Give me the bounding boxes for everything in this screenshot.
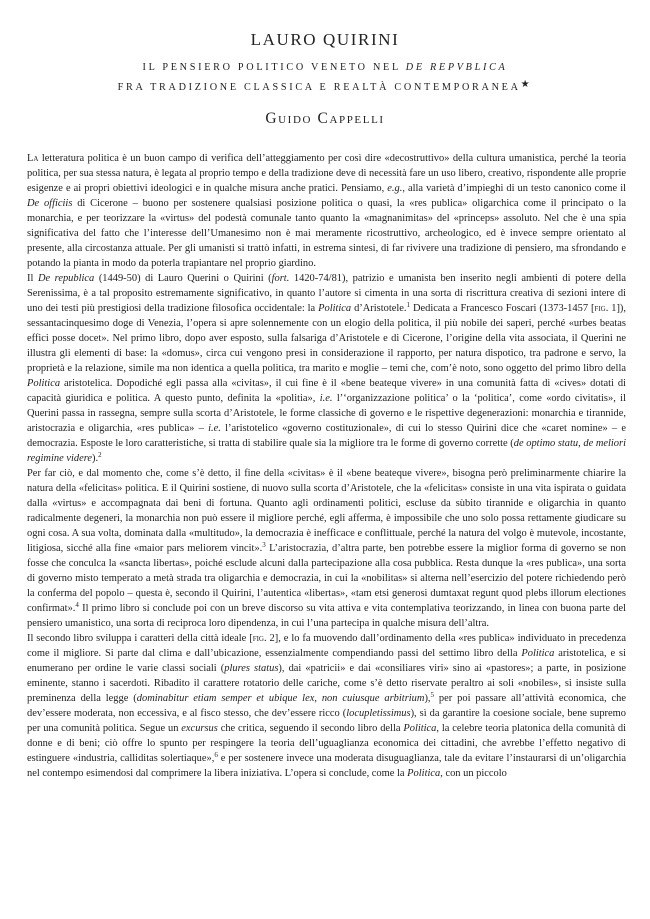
italic-text: locupletissimus [346,708,411,719]
article-author: Guido Cappelli [265,110,385,127]
italic-text: i.e. [319,393,333,404]
small-caps-text: fig. 2 [252,633,275,644]
text-run: aristotelica, e si enumerano per ordine le varie classi sociali ( [27,648,626,674]
text-run: ), sì da garantire la coesione sociale, bene supremo per una comunità politica. Segue un [27,708,626,734]
article-body [27,151,626,781]
italic-text: Politica [403,723,437,734]
text-run: ]), sessantacinquesimo doge di Venezia, l’opera si apre solennemente con un elogio della politica, il più nobile dei saperi, perché «urbes beatas effici posse docet». Nel primo libro, dopo aver esposto, sulla falsariga d’Aristotele e di Cicerone, l’origine della vita associata, il Querini ne illustra gli elementi di base: la «domus», circa cui vengono presi in considerazione il rapporto, per natura dispotico, tra padrone e servo, la proprietà e la relazione, simile ma non identica a quella politica, tra marito e moglie – temi che, com’è noto, sono oggetto del primo libro della [27,303,627,374]
text-run: L’aristocrazia, d’altra parte, ben potrebbe essere la miglior forma di governo se non fosse che conculca la «sancta libertas», poiché esclude alcuni dalla partecipazione alla cosa pubblica. Resta dunque la «res publica», una sorta di governo misto temperato a metà strada tra oligarchia e democrazia, in cui la «nobilitas» si alterna nell’esercizio del potere richiedendo però la conferma del popolo – questa è, secondo il Quirini, l’autentica «libertas», «tam etsi generosi dumtaxat regunt quod plebs illorum electiones confirmat». [27,543,626,614]
italic-text: De republica [37,273,95,284]
text-run: Dedicata a Francesco Foscari (1373-1457 [ [410,303,595,314]
title-line-2 [0,79,650,93]
paragraph [27,631,626,781]
text-run: Il primo libro si conclude poi con un breve discorso su vita attiva e vita contemplativa teorizzando, in linea con buona parte del pensiero umanistico, una sorta di reciproca loro dipendenza, in cui l’una partecipa in qualche misura dell’altra. [27,603,626,629]
italic-text: i.e. [208,423,221,434]
text-run: , la celebre teoria platonica della comunità di donne e di beni; ciò offre lo spunto per respingere la teoria dell’uguaglianza economica dei cittadini, che avrebbe l’effetto negativo di estinguere «industria, calliditas solertiaque», [27,723,626,764]
italic-text: excursus [181,723,218,734]
text-run: ), [424,693,431,704]
text-run: , alla varietà d’impieghi di un testo canonico come il [402,183,626,194]
footnote-ref: 2 [98,451,102,459]
text-run: che critica, seguendo il secondo libro della [217,723,404,734]
footnote-ref: 3 [262,541,266,549]
italic-text: dominabitur etiam semper et ubique lex, non cuiusque arbitrium [136,693,425,704]
text-run: e per sostenere invece una moderata disuguaglianza, tale da evitare l’instaurarsi di un’oligarchia nel contempo esimendosi dal comprimere la libera iniziativa. L’opera si conclude, come la [27,753,626,779]
italic-text: Politica [407,768,441,779]
paragraph [27,466,626,631]
title-line-2-text: FRA TRADIZIONE CLASSICA E REALTÀ CONTEMPORANEA [117,82,521,93]
italic-text: De officiis [27,198,73,209]
text-run: ), dai «patricii» e dai «consiliares viri» sino ai «pastores»; a parte, in posizione eminente, stanno i sacerdoti. Ribadito il carattere rotatorio delle cariche, come s’è detto riservate peraltro ai soli «nobiles», si insiste sulla preminenza della legge ( [27,663,626,704]
text-run: d’Aristotele. [351,303,407,314]
small-caps-text: La [27,153,39,164]
text-run: Il secondo libro sviluppa i caratteri della città ideale [ [27,633,253,644]
paragraph [27,271,626,466]
text-run: Per far ciò, e dal momento che, come s’è detto, il fine della «civitas» è il «bene beateque vivere», bisogna però preliminarmente chiarire la natura della «felicitas» politica. E il Quirini sostiene, di nuovo sulla scorta d’Aristotele, che la «felicitas» consiste in una vita ispirata o guidata dalla «virtus» e accompagnata dai beni di fortuna. Quanto agli ordinamenti politici, escluse da sùbito tirannide e oligarchia in quanto radicalmente degeneri, la monarchia non può essere il migliore perché, egli afferma, è impossibile che uno solo possa rettamente giudicare su ogni cosa. A sua volta, dominata dalla «multitudo», la democrazia è inefficace e conflittuale, perché la natura del volgo è mutevole, incostante, litigiosa, sicché alla fine «maior pars meliorem vincit». [27,468,626,554]
text-run: Il [27,273,38,284]
text-run: per poi passare all’attività economica, che dev’essere moderata, non eccessiva, e al fisco stesso, che dev’essere ricco ( [27,693,627,719]
italic-text: de optimo statu, de meliori regimine videre [27,438,626,464]
paragraph [27,151,626,271]
italic-text: Politica [521,648,555,659]
text-run: aristotelica. Dopodiché egli passa alla «civitas», il cui fine è il «bene beateque vivere» in una comunità fatta di «cives» dotati di capacità giuridica e politica. A questo punto, definita la «politia», [27,378,626,404]
text-run: , con un piccolo [440,768,507,779]
italic-text: e.g. [387,183,403,194]
footnote-star-icon: ★ [520,79,533,90]
italic-text: fort. [271,273,290,284]
italic-text: Politica [318,303,352,314]
title-line-1-text: IL PENSIERO POLITICO VENETO NEL [142,62,406,73]
text-run: l’‘organizzazione politica’ o la ‘politica’, come «ordo civitatis», il Querini passa in rassegna, sempre sulla scorta d’Aristotele, le forme classiche di governo e le rispettive degenerazioni: monarchia e tirannide, aristocrazia e oligarchia, «res publica» – [27,393,626,434]
text-run: di Cicerone – buono per sostenere qualsiasi posizione politica o quasi, la «res publica» oligarchica come il principato o la monarchia, e per teorizzare la «virtus» del podestà comunale tanto quanto la «magnanimitas» del «princeps» assoluto. Nel che è una spia significativa del fatto che l’interesse dell’Umanesimo non è mai meramente ricostruttivo, archeologico, ed è invece sempre orientato al presente, alla circostanza attuale. Per gli umanisti si trattò infatti, in estrema sintesi, di far rivivere una tradizione di pensiero, ma sfrondando e potando la pianta in modo da poterla trapiantare nel proprio giardino. [27,198,626,269]
text-run: letteratura politica è un buon campo di verifica dell’atteggiamento per così dire «decostruttivo» della cultura umanistica, perché la teoria politica, per sua stessa natura, è legata al proprio tempo e della tradizione deve di necessità fare un uso libero, creativo, rispondente alle proprie esigenze e ai propri obiettivi ideologici e in qualche misura anche pratici. Pensiamo, [27,153,626,194]
text-run: (1449-50) di Lauro Querini o Quirini ( [94,273,272,284]
italic-text: plures status [224,663,279,674]
footnote-ref: 5 [430,691,435,699]
author-heading: LAURO QUIRINI [250,30,400,49]
italic-text: Politica [27,378,61,389]
text-run: 1420-74/81), patrizio e umanista ben inserito negli ambienti di potere della Serenissima, è a tal proposito estremamente significativo, in quanto l’autore si cimenta in una sorta di riscrittura creativa di sezioni intere di uno dei testi più prestigiosi della tradizione filosofica occidentale: la [27,273,626,314]
text-run: ], e lo fa muovendo dall’ordinamento della «res publica» individuato in precedenza come il migliore. Si parte dal clima e dall’ubicazione, essenzialmente compendiando passi del settimo libro della [27,633,627,659]
text-run: ). [92,453,99,464]
footnote-ref: 4 [75,601,79,609]
title-line-1 [0,62,650,73]
text-run: l’aristotelico «governo costituzionale», di cui lo stesso Quirini dice che «caret nomine» – e democrazia. Esposte le loro caratteristiche, si tratta di stabilire quale sia la migliore tra le forme di governo corrette ( [27,423,627,449]
footnote-ref: 6 [214,751,218,759]
footnote-ref: 1 [406,301,411,309]
title-work-name: DE REPVBLICA [405,62,508,73]
small-caps-text: fig. 1 [594,303,617,314]
